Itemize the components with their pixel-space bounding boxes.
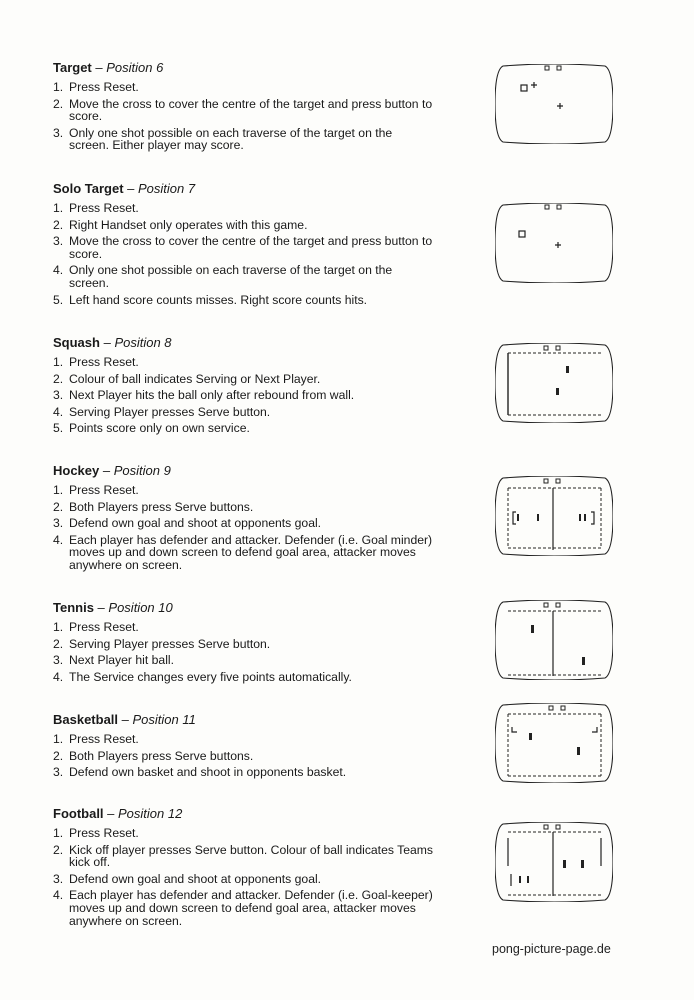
step: 5. Points score only on own service.	[53, 421, 250, 436]
game-name: Hockey	[53, 463, 100, 478]
step: 3. Next Player hit ball.	[53, 653, 174, 668]
step: 4. Each player has defender and attacker. Defender (i.e. Goal-keeper) moves up and down screen to defend goal area, attacker moves anywhere on screen.	[53, 888, 433, 928]
step: 1. Press Reset.	[53, 201, 139, 215]
section-title: Target – Position 6	[53, 60, 164, 75]
game-name: Basketball	[53, 712, 119, 727]
step: 2. Serving Player presses Serve button.	[53, 636, 271, 651]
steps-list	[53, 733, 433, 779]
step: 4. Each player has defender and attacker. Defender (i.e. Goal minder) moves up and down screen to defend goal area, attacker moves anywhere on screen.	[53, 532, 433, 572]
game-name: Target	[53, 60, 92, 75]
section-title: Basketball – Position 11	[53, 712, 196, 727]
step: 3. Defend own goal and shoot at opponents goal.	[53, 871, 322, 886]
game-name: Solo Target	[53, 181, 124, 196]
steps-list	[53, 202, 433, 306]
game-position: Position 12	[118, 806, 183, 821]
section-title: Squash – Position 8	[53, 335, 172, 350]
game-position: Position 11	[132, 712, 196, 727]
game-name: Tennis	[53, 600, 94, 615]
squash-game-screen-icon	[495, 343, 613, 423]
game-position: Position 6	[106, 60, 164, 75]
step: 1. Press Reset.	[53, 355, 139, 369]
steps-list	[53, 356, 433, 435]
step: 3. Defend own basket and shoot in opponents basket.	[53, 765, 347, 780]
step: 2. Move the cross to cover the centre of the target and press button to score.	[53, 96, 433, 124]
hockey-game-screen-icon	[495, 476, 613, 556]
section-football	[53, 806, 433, 931]
footer-source-label: pong-picture-page.de	[492, 942, 611, 956]
tennis-game-screen-icon	[495, 600, 613, 680]
game-position: Position 8	[114, 335, 172, 350]
step: 1. Press Reset.	[53, 620, 139, 634]
section-squash	[53, 335, 433, 439]
section-basketball	[53, 712, 433, 783]
target-game-screen-icon	[495, 64, 613, 144]
step: 3. Only one shot possible on each traverse of the target on the screen. Either player may score.	[53, 125, 393, 153]
basketball-game-screen-icon	[495, 703, 613, 783]
step: 1. Press Reset.	[53, 483, 139, 497]
step: 4. Only one shot possible on each traverse of the target on the screen.	[53, 263, 393, 290]
section-title: Football – Position 12	[53, 806, 183, 821]
step: 4. Serving Player presses Serve button.	[53, 404, 271, 419]
game-position: Position 10	[108, 600, 173, 615]
steps-list	[53, 81, 433, 152]
step: 1. Press Reset.	[53, 732, 139, 746]
step: 3. Move the cross to cover the centre of the target and press button to score.	[53, 234, 433, 261]
section-title: Tennis – Position 10	[53, 600, 173, 615]
step: 2. Both Players press Serve buttons.	[53, 499, 254, 514]
step: 2. Right Handset only operates with this game.	[53, 217, 308, 232]
section-title: Hockey – Position 9	[53, 463, 171, 478]
steps-list	[53, 827, 433, 927]
game-name: Squash	[53, 335, 100, 350]
solo-target-game-screen-icon	[495, 203, 613, 283]
step: 1. Press Reset.	[53, 80, 139, 94]
section-title: Solo Target – Position 7	[53, 181, 196, 196]
game-position: Position 7	[138, 181, 196, 196]
steps-list	[53, 621, 433, 683]
step: 3. Next Player hits the ball only after rebound from wall.	[53, 388, 355, 403]
step: 2. Colour of ball indicates Serving or Next Player.	[53, 371, 321, 386]
step: 4. The Service changes every five points automatically.	[53, 669, 352, 684]
step: 3. Defend own goal and shoot at opponents goal.	[53, 516, 322, 531]
football-game-screen-icon	[495, 822, 613, 902]
section-solo-target	[53, 181, 433, 310]
steps-list	[53, 484, 433, 572]
section-target	[53, 60, 433, 156]
game-name: Football	[53, 806, 104, 821]
step: 5. Left hand score counts misses. Right score counts hits.	[53, 292, 368, 307]
step: 1. Press Reset.	[53, 826, 139, 840]
game-position: Position 9	[113, 463, 171, 478]
step: 2. Both Players press Serve buttons.	[53, 748, 254, 763]
step: 2. Kick off player presses Serve button. Colour of ball indicates Teams kick off.	[53, 842, 434, 870]
section-hockey	[53, 463, 433, 576]
section-tennis	[53, 600, 433, 687]
